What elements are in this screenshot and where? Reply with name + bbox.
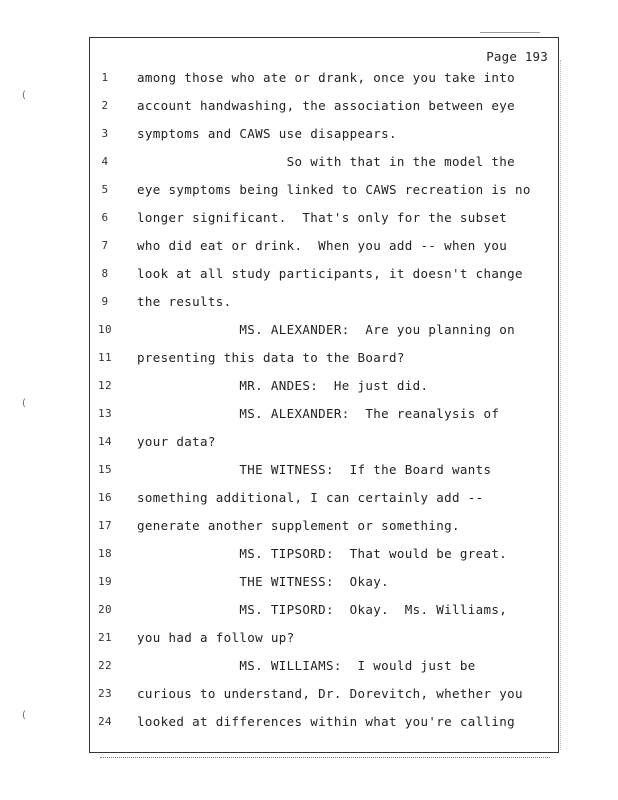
transcript-line bbox=[92, 462, 552, 482]
top-stub-rule bbox=[480, 32, 540, 33]
line-number: 12 bbox=[98, 379, 112, 392]
line-text: longer significant. That's only for the subset bbox=[137, 210, 508, 225]
transcript-line bbox=[92, 266, 552, 286]
transcript-line bbox=[92, 658, 552, 678]
page-number: Page 193 bbox=[486, 49, 548, 64]
transcript-line bbox=[92, 602, 552, 622]
hole-punch-mark-top: ( bbox=[22, 90, 26, 101]
line-number: 5 bbox=[101, 183, 109, 196]
line-text: you had a follow up? bbox=[137, 630, 295, 645]
transcript-line bbox=[92, 546, 552, 566]
line-text: MR. ANDES: He just did. bbox=[137, 378, 429, 393]
line-text: your data? bbox=[137, 434, 216, 449]
hole-punch-mark-bottom: ( bbox=[22, 710, 26, 721]
transcript-line bbox=[92, 378, 552, 398]
line-text: MS. ALEXANDER: The reanalysis of bbox=[137, 406, 500, 421]
transcript-line bbox=[92, 406, 552, 426]
line-text: MS. TIPSORD: That would be great. bbox=[137, 546, 508, 561]
line-number: 2 bbox=[101, 99, 109, 112]
transcript-line bbox=[92, 574, 552, 594]
transcript-line bbox=[92, 154, 552, 174]
line-text: looked at differences within what you're calling bbox=[137, 714, 516, 729]
line-number: 9 bbox=[101, 295, 109, 308]
line-number: 3 bbox=[101, 127, 109, 140]
transcript-line bbox=[92, 182, 552, 202]
transcript-line bbox=[92, 210, 552, 230]
line-number: 17 bbox=[98, 519, 112, 532]
line-number: 11 bbox=[98, 351, 112, 364]
transcript-line bbox=[92, 630, 552, 650]
line-text: curious to understand, Dr. Dorevitch, whether you bbox=[137, 686, 523, 701]
line-number: 14 bbox=[98, 435, 112, 448]
line-number: 18 bbox=[98, 547, 112, 560]
line-text: presenting this data to the Board? bbox=[137, 350, 405, 365]
transcript-line bbox=[92, 294, 552, 314]
transcript-line bbox=[92, 238, 552, 258]
transcript-line bbox=[92, 490, 552, 510]
transcript-line bbox=[92, 350, 552, 370]
line-number: 10 bbox=[98, 323, 112, 336]
line-text: MS. WILLIAMS: I would just be bbox=[137, 658, 476, 673]
transcript-line bbox=[92, 714, 552, 734]
transcript-line bbox=[92, 98, 552, 118]
transcript-line bbox=[92, 126, 552, 146]
line-text: eye symptoms being linked to CAWS recreation is no bbox=[137, 182, 531, 197]
line-number: 8 bbox=[101, 267, 109, 280]
line-number: 23 bbox=[98, 687, 112, 700]
line-number: 15 bbox=[98, 463, 112, 476]
line-text: among those who ate or drank, once you take into bbox=[137, 70, 516, 85]
line-number: 7 bbox=[101, 239, 109, 252]
line-number: 6 bbox=[101, 211, 109, 224]
line-text: something additional, I can certainly add -- bbox=[137, 490, 484, 505]
line-number: 16 bbox=[98, 491, 112, 504]
line-number: 1 bbox=[101, 71, 109, 84]
transcript-line bbox=[92, 686, 552, 706]
line-text: THE WITNESS: Okay. bbox=[137, 574, 390, 589]
line-text: symptoms and CAWS use disappears. bbox=[137, 126, 397, 141]
line-number: 13 bbox=[98, 407, 112, 420]
line-text: who did eat or drink. When you add -- when you bbox=[137, 238, 508, 253]
line-number: 22 bbox=[98, 659, 112, 672]
right-edge-dots bbox=[560, 60, 561, 750]
line-text: generate another supplement or something. bbox=[137, 518, 460, 533]
line-number: 4 bbox=[101, 155, 109, 168]
line-number: 24 bbox=[98, 715, 112, 728]
line-text: THE WITNESS: If the Board wants bbox=[137, 462, 492, 477]
hole-punch-mark-middle: ( bbox=[22, 398, 26, 409]
line-text: MS. TIPSORD: Okay. Ms. Williams, bbox=[137, 602, 508, 617]
line-number: 19 bbox=[98, 575, 112, 588]
transcript-line bbox=[92, 434, 552, 454]
transcript-line bbox=[92, 70, 552, 90]
line-text: So with that in the model the bbox=[137, 154, 516, 169]
line-text: MS. ALEXANDER: Are you planning on bbox=[137, 322, 516, 337]
line-number: 21 bbox=[98, 631, 112, 644]
line-text: account handwashing, the association between eye bbox=[137, 98, 516, 113]
line-text: look at all study participants, it doesn't change bbox=[137, 266, 523, 281]
transcript-line bbox=[92, 518, 552, 538]
footer-rule bbox=[100, 757, 550, 764]
line-text: the results. bbox=[137, 294, 232, 309]
line-number: 20 bbox=[98, 603, 112, 616]
transcript-line bbox=[92, 322, 552, 342]
